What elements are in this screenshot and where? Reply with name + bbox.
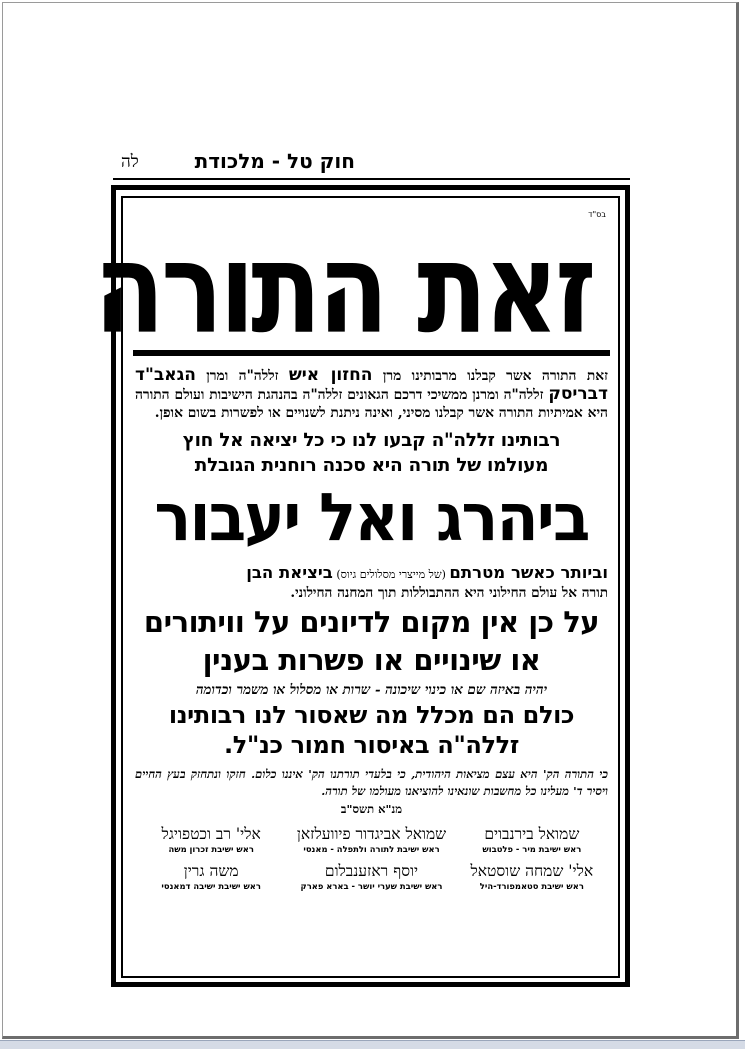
especially-paren: (של מייצרי מסלולים גיוס) <box>332 568 450 581</box>
intro-text-1: זאת התורה אשר קבלנו מרבותינו מרן <box>372 368 608 384</box>
bsd-mark: בס"ד <box>588 210 606 219</box>
therefore-line-2: או שינויים או פשרות בענין <box>202 643 541 677</box>
intro-paragraph <box>135 366 608 422</box>
whatever-line: יהיה באיזה שם או כינוי שיכונה - שרות או מסלול או משמר וכדומה <box>195 682 548 698</box>
forbidden-line-2: זללה"ה באיסור חמור כנ"ל. <box>224 731 519 759</box>
signatory-name: שמואל אביגדור פיוועלזאן <box>296 825 447 843</box>
signatory-name: שמואל בירנבוים <box>484 825 580 843</box>
intro-text-2: זללה"ה ומרן <box>195 368 289 384</box>
signatory-title: ראש ישיבת לתורה ולתפלה - מאנסי <box>303 844 440 854</box>
decree-line-2: מעולמו של תורה היא סכנה רוחנית הגובלת <box>194 455 549 476</box>
signatory-title: ראש ישיבת מיר - פלטבוש <box>482 844 582 854</box>
signatory-title: ראש ישיבת סטאמפורד-היל <box>479 881 584 891</box>
especially-lead: וביותר כאשר מטרתם <box>449 563 608 582</box>
signatory <box>131 824 291 855</box>
header-rule <box>113 178 630 180</box>
signatory <box>291 824 451 855</box>
page-number: לה <box>121 152 139 172</box>
intro-name-brisk: הגאב"ד דבריסק <box>135 365 608 404</box>
signatory <box>131 861 291 892</box>
decree-line-1: רבותינו זללה"ה קבעו לנו כי כל יציאה אל חוץ <box>182 430 561 451</box>
viewer-bottom-bar <box>0 1040 745 1049</box>
notice-content <box>93 210 612 892</box>
therefore-line-1: על כן אין מקום לדיונים על וויתורים <box>143 605 600 639</box>
signatories <box>131 824 612 892</box>
closing-paragraph: כי התורה הק' היא עצם מציאות היהודית, כי בלעדי תורתנו הק' איננו כלום. חזקו ונתחזק בעץ החיים ויסיר ד' מעלינו כל מחשבות שונאינו להוציאנו מעולמו של תורה. <box>135 767 608 798</box>
date-line: מנ"א תשס"ב <box>340 802 403 816</box>
intro-name-chazon-ish: החזון איש <box>288 365 373 385</box>
notice-title: זאת התורה <box>93 215 593 362</box>
signatory-title: ראש ישיבת שערי יושר - בארא פארק <box>300 881 443 891</box>
signatory-name: אלי' רב וכטפויגל <box>161 825 261 843</box>
signatory-name: משה גרין <box>183 862 239 880</box>
signatory <box>291 861 451 892</box>
signatory-title: ראש ישיבת ישיבה דמאנסי <box>161 881 261 891</box>
slogan: ביהרג ואל יעבור <box>154 479 589 556</box>
signatory-title: ראש ישיבת זכרון משה <box>168 844 254 854</box>
signatory <box>452 861 612 892</box>
running-head: חוק טל - מלכודת <box>194 149 355 173</box>
especially-tail: ביציאת הבן <box>246 563 333 582</box>
signatory-name: אלי' שמחה שוסטאל <box>470 862 594 880</box>
signatory <box>452 824 612 855</box>
intro-text-3: זללה"ה ומרנן ממשיכי דרכם הגאונים זללה"ה בהנהגת הישיבות ועולם התורה היא אמיתיות התורה אשר קבלנו מסיני, ואינה ניתנת לשנויים או לפשרות בשום אופן. <box>135 387 608 421</box>
especially-line-1 <box>135 564 608 584</box>
forbidden-line-1: כולם הם מכלל מה שאסור לנו רבותינו <box>168 701 575 729</box>
especially-line-2: תורה אל עולם החילוני היא ההתבוללות תוך המחנה החילוני. <box>290 585 608 601</box>
signatory-name: יוסף ראזענבלום <box>324 862 419 880</box>
